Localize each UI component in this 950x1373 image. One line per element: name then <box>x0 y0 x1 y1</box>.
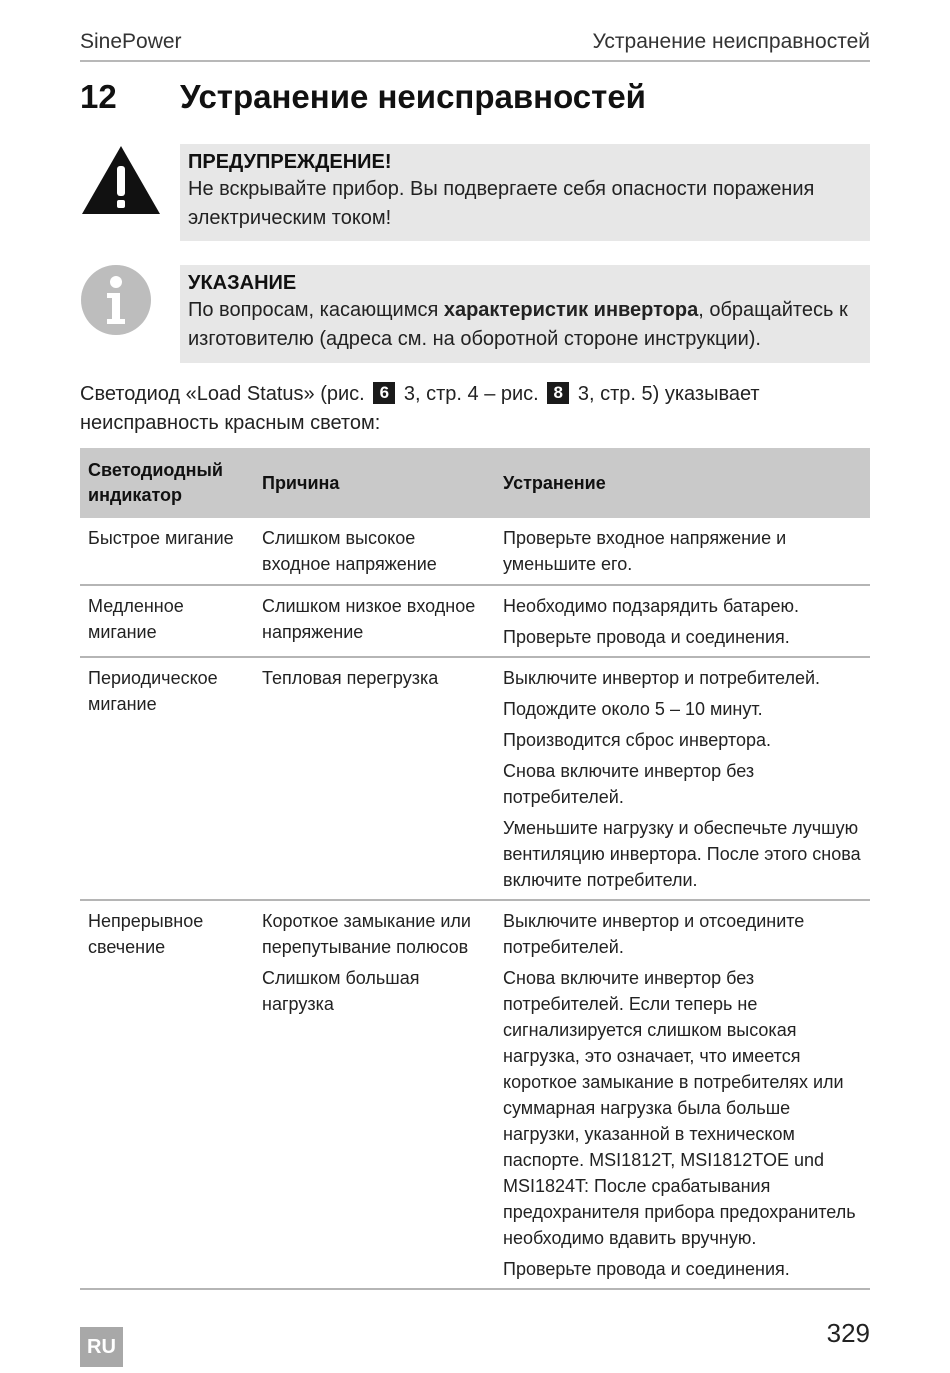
column-header-indicator: Светодиодный индикатор <box>80 448 254 518</box>
indicator-cell: Непрерывное свечение <box>88 911 204 957</box>
remedy-text: Снова включите инвертор без потребителей. Если теперь не сигнализируется слишком высокая нагрузка, это означает, что имеется короткое замыкание в потребителях или суммарная нагрузка была больше нагрузки, указанной в техническом паспорте. MSI1812T, MSI1812TOE und MSI1824T: После срабатывания предохранителя прибора предохранитель необходимо вдавить вручную. <box>503 968 856 1248</box>
note-text-bold: характеристик инвертора <box>443 299 699 321</box>
indicator-cell: Медленное мигание <box>88 596 184 642</box>
page-header <box>80 30 870 62</box>
indicator-cell: Периодическое мигание <box>88 668 218 714</box>
cause-text: Тепловая перегрузка <box>262 668 439 688</box>
cause-cell <box>254 518 495 585</box>
warning-triangle-icon <box>80 144 162 220</box>
remedy-cell <box>495 900 870 1289</box>
note-text-end: , обращайтесь к изготовителю (адреса см. на оборотной стороне инструкции). <box>188 299 848 350</box>
info-icon <box>80 264 152 336</box>
remedy-text: Необходимо подзарядить батарею. <box>503 596 800 616</box>
table-row <box>80 585 870 657</box>
remedy-cell <box>495 585 870 657</box>
language-badge: RU <box>80 1327 123 1367</box>
cause-text: Слишком высокое входное напряжение <box>262 528 437 574</box>
note-box <box>180 265 870 363</box>
remedy-text: Подождите около 5 – 10 минут. <box>503 699 763 719</box>
intro-part-3: 3, стр. 5) указывает неисправность красным светом: <box>80 383 760 434</box>
remedy-cell <box>495 518 870 585</box>
warning-text: Не вскрывайте прибор. Вы подвергаете себя опасности поражения электрическим током! <box>188 178 815 229</box>
remedy-text: Проверьте входное напряжение и уменьшите его. <box>503 528 787 574</box>
remedy-text: Производится сброс инвертора. <box>503 730 771 750</box>
intro-part-1: Светодиод «Load Status» (рис. <box>80 383 365 405</box>
remedy-cell <box>495 657 870 900</box>
cause-text: Слишком низкое входное напряжение <box>262 596 476 642</box>
chapter-title: Устранение неисправностей <box>180 78 646 115</box>
remedy-text: Выключите инвертор и отсоедините потребителей. <box>503 911 805 957</box>
table-header-row <box>80 448 870 518</box>
table-row <box>80 900 870 1289</box>
remedy-text: Проверьте провода и соединения. <box>503 627 790 647</box>
figure-ref-8: 8 <box>547 382 569 404</box>
note-text <box>188 296 862 354</box>
warning-heading: ПРЕДУПРЕЖДЕНИЕ! <box>188 151 392 173</box>
chapter-number: 12 <box>80 78 117 115</box>
table-row <box>80 518 870 585</box>
figure-ref-6: 6 <box>373 382 395 404</box>
remedy-text: Уменьшите нагрузку и обеспечьте лучшую вентиляцию инвертора. После этого снова включите потребители. <box>503 818 861 890</box>
note-text-start: По вопросам, касающимся <box>188 299 444 321</box>
cause-cell <box>254 900 495 1289</box>
remedy-text: Проверьте провода и соединения. <box>503 1259 790 1279</box>
cause-cell <box>254 585 495 657</box>
chapter-heading <box>80 78 870 122</box>
page-number: 329 <box>826 1318 870 1348</box>
intro-part-2: 3, стр. 4 – рис. <box>403 383 539 405</box>
column-header-cause: Причина <box>254 448 495 518</box>
cause-text: Слишком большая нагрузка <box>262 968 420 1014</box>
intro-paragraph <box>80 380 870 438</box>
remedy-text: Выключите инвертор и потребителей. <box>503 668 821 688</box>
cause-text: Короткое замыкание или перепутывание полюсов <box>262 911 471 957</box>
note-heading: УКАЗАНИЕ <box>188 272 297 294</box>
header-section: Устранение неисправностей <box>592 30 870 53</box>
warning-box <box>180 144 870 241</box>
cause-cell <box>254 657 495 900</box>
troubleshooting-table <box>80 448 870 1290</box>
remedy-text: Снова включите инвертор без потребителей. <box>503 761 755 807</box>
column-header-remedy: Устранение <box>495 448 870 518</box>
header-product: SinePower <box>80 30 182 53</box>
table-row <box>80 657 870 900</box>
indicator-cell: Быстрое мигание <box>88 528 234 548</box>
